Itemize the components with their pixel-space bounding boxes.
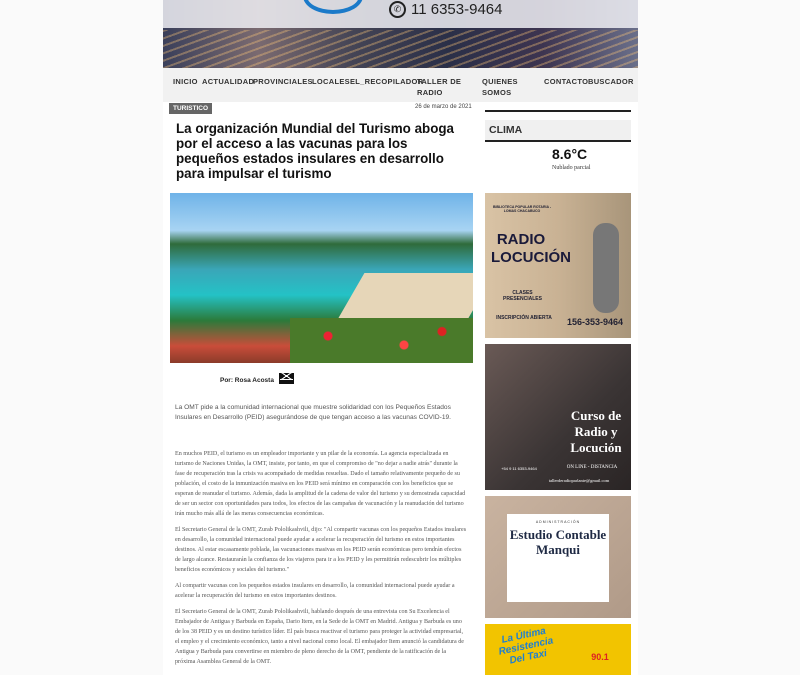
ad-enroll: INSCRIPCIÓN ABIERTA xyxy=(496,315,552,321)
category-badge[interactable]: TURISTICO xyxy=(169,103,212,114)
weather-temperature: 8.6°C xyxy=(552,146,588,162)
article-date: 26 de marzo de 2021 xyxy=(415,104,472,110)
site-header-banner xyxy=(163,0,638,68)
weather-condition: Nublado parcial xyxy=(552,165,591,171)
ad-title: RADIO LOCUCIÓN xyxy=(491,231,571,266)
ad-phone: 156-353-9464 xyxy=(566,317,624,327)
article-author: Por: Rosa Acosta xyxy=(220,377,274,384)
ad-station: 90.1 xyxy=(591,652,609,662)
email-icon[interactable] xyxy=(279,373,294,384)
article-title: La organización Mundial del Turismo aboga por el acceso a las vacunas para los pequeños estados insulares en desarrollo para impulsar el turismo xyxy=(176,121,455,181)
article-paragraph: El Secretario General de la OMT, Zurab Pololikashvili, dijo: "Al compartir vacunas con los pequeños Estados insulares en desarrollo, la comunidad internacional puede ayudar a acelerar la recuperación del turismo en estos importantes destinos. Al estar escasamente poblada, las vacunaciones masivas en los PEID serán económicas pero tendrán efectos de largo alcance. Restaurarán la confianza de los viajeros para ir a los PEID y les permitirán redescubrir los múltiples beneficios económicos y sociales del turismo." xyxy=(175,527,467,573)
article-paragraph: Al compartir vacunas con los pequeños estados insulares en desarrollo, la comunidad internacional puede ayudar a acelerar la recuperación del turismo en estos importantes destinos. xyxy=(175,583,455,599)
ad-kicker: ADMINISTRACIÓN xyxy=(535,520,581,524)
page-container xyxy=(163,0,638,675)
phone-number: 11 6353-9464 xyxy=(411,1,503,18)
ad-org: BIBLIOTECA POPULAR ROTARIA - LOMAS CHACABUCO xyxy=(492,205,551,213)
ad-title: Estudio Contable Manqui xyxy=(509,527,607,557)
main-nav xyxy=(163,68,638,102)
whatsapp-icon: ✆ xyxy=(389,1,406,18)
sidebar-divider xyxy=(485,140,631,142)
article-hero-image xyxy=(170,193,473,363)
nav-contacto[interactable]: CONTACTO xyxy=(544,77,589,86)
header-phone xyxy=(389,1,502,18)
nav-quienes-somos[interactable]: QUIENES SOMOS xyxy=(482,77,518,97)
ad-mode: ON LINE - DISTANCIA xyxy=(566,465,618,470)
ad-curso-radio[interactable] xyxy=(485,344,631,490)
nav-buscador[interactable]: BUSCADOR xyxy=(588,77,634,86)
ad-email: tallerderadioparlante@gmail.com xyxy=(548,478,610,483)
clima-heading: CLIMA xyxy=(485,120,631,140)
article-body xyxy=(175,449,467,673)
ad-phone: +54 9 11 6353-9464 xyxy=(501,466,537,471)
nav-locales[interactable]: LOCALES xyxy=(312,77,350,86)
article-paragraph: El Secretario General de la OMT, Zurab Pololikashvili, hablando después de una entrevista con Su Excelencia el Embajador de Antigua y Barbuda en España, Dario Item, en la Sede de la OMT en Madrid. Antigua y Barbuda es uno de los 38 PEID y es un destino turístico líder. El país busca reactivar el turismo para proteger la actividad empresarial, el empleo y el crecimiento económico, tanto a nivel nacional como local. El embajador Item anunció la candidatura de Antigua y Barbuda para convertirse en miembro de pleno derecho de la OMT, pendiente de la ratificación de la próxima Asamblea General de la OMT. xyxy=(175,609,464,665)
ad-radio-locucion[interactable] xyxy=(485,193,631,338)
nav-inicio[interactable]: INICIO xyxy=(173,77,198,86)
nav-el-recopilador[interactable]: EL_RECOPILADOR xyxy=(350,77,424,86)
nav-actualidad[interactable]: ACTUALIDAD xyxy=(202,77,255,86)
ad-title: La Última Resistencia Del Taxi xyxy=(497,625,555,667)
ad-subtitle: CLASES PRESENCIALES xyxy=(503,290,542,302)
ad-estudio-contable[interactable] xyxy=(485,496,631,618)
ad-ultima-resistencia[interactable] xyxy=(485,624,631,675)
article-paragraph: En muchos PEID, el turismo es un empleador importante y un pilar de la economía. La agencia especializada en turismo de Naciones Unidas, la OMT, insiste, por tanto, en que el compromiso de "no dejar a nadie atrás" durante la fase de recuperación tras la crisis va acompañado de medidas resueltas. Dado el tamaño relativamente pequeño de su población, el costo de la inmunización masiva en los PEID será mínimo en comparación con los beneficios que se esperan de reanudar el turismo. Además, dada la amplitud de la cadena de valor del turismo y su demostrada capacidad de ser un sector con oportunidades para todos, los efectos de las campañas de vacunación y la reanudación del turismo irán mucho más allá de las meras consecuencias económicas. xyxy=(175,451,466,517)
ad-title: Curso de Radio y Locución xyxy=(570,408,622,455)
article-lead: La OMT pide a la comunidad internacional que muestre solidaridad con los Pequeños Estados Insulares en Desarrollo (PEID) asegurándose de que tengan acceso a las vacunas COVID-19. xyxy=(175,404,451,421)
nav-provinciales[interactable]: PROVINCIALES xyxy=(253,77,313,86)
microphone-icon xyxy=(593,223,619,313)
nav-taller-de-radio[interactable]: TALLER DE RADIO xyxy=(417,77,462,97)
sidebar-divider xyxy=(485,110,631,112)
